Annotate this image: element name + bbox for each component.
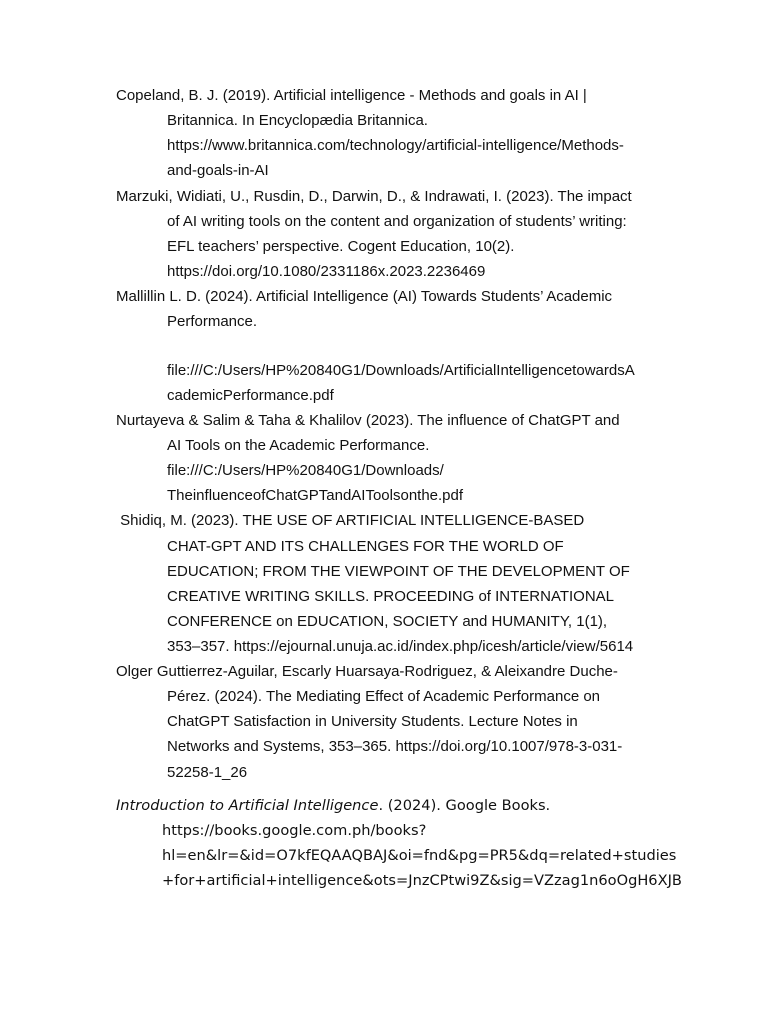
reference-text: Olger Guttierrez-Aguilar, Escarly Huarsaya-Rodriguez, & Aleixandre Duche- — [116, 663, 618, 680]
reference-link: Networks and Systems, 353–365. https://doi.org/10.1007/978-3-031- — [167, 738, 623, 755]
reference-link: cademicPerformance.pdf — [167, 387, 334, 404]
reference-link: https://www.britannica.com/technology/artificial-intelligence/Methods- — [167, 137, 624, 154]
reference-link: hl=en&lr=&id=O7kfEQAAQBAJ&oi=fnd&pg=PR5&dq=related+studies — [162, 847, 677, 864]
reference-link: 353–357. https://ejournal.unuja.ac.id/index.php/icesh/article/view/5614 — [167, 638, 634, 655]
reference-link: https://books.google.com.ph/books? — [162, 822, 427, 839]
reference-text: AI Tools on the Academic Performance. — [167, 437, 430, 454]
reference-link: TheinfluenceofChatGPTandAIToolsonthe.pdf — [167, 487, 464, 504]
reference-text: CONFERENCE on EDUCATION, SOCIETY and HUMANITY, 1(1), — [167, 613, 608, 630]
reference-text: Britannica. In Encyclopædia Britannica. — [167, 112, 428, 129]
reference-link: https://doi.org/10.1080/2331186x.2023.2236469 — [167, 263, 486, 280]
reference-text: ChatGPT Satisfaction in University Students. Lecture Notes in — [167, 713, 578, 730]
reference-text: CREATIVE WRITING SKILLS. PROCEEDING of INTERNATIONAL — [167, 588, 615, 605]
reference-link: file:///C:/Users/HP%20840G1/Downloads/ — [167, 462, 444, 479]
reference-text: CHAT-GPT AND ITS CHALLENGES FOR THE WORLD OF — [167, 538, 564, 555]
reference-title: Introduction to Artificial Intelligence — [116, 797, 379, 814]
reference-text: EFL teachers’ perspective. Cogent Education, 10(2). — [167, 238, 515, 255]
reference-link: +for+artificial+intelligence&ots=JnzCPtwi9Z&sig=VZzag1n6oOgH6XJB — [162, 872, 682, 889]
reference-text: Shidiq, M. (2023). THE USE OF ARTIFICIAL INTELLIGENCE-BASED — [116, 512, 585, 529]
reference-text: . (2024). Google Books. — [378, 797, 551, 814]
reference-text: Pérez. (2024). The Mediating Effect of Academic Performance on — [167, 688, 601, 705]
reference-link: file:///C:/Users/HP%20840G1/Downloads/ArtificialIntelligencetowardsA — [167, 362, 635, 379]
reference-text: EDUCATION; FROM THE VIEWPOINT OF THE DEVELOPMENT OF — [167, 563, 630, 580]
reference-text: Marzuki, Widiati, U., Rusdin, D., Darwin, D., & Indrawati, I. (2023). The impact — [116, 188, 632, 205]
reference-text: Copeland, B. J. (2019). Artificial intelligence - Methods and goals in AI | — [116, 87, 587, 104]
reference-link: 52258-1_26 — [167, 764, 248, 781]
reference-title-line — [116, 797, 550, 815]
reference-link: and-goals-in-AI — [167, 162, 269, 179]
reference-text: Nurtayeva & Salim & Taha & Khalilov (2023). The influence of ChatGPT and — [116, 412, 620, 429]
reference-text: Mallillin L. D. (2024). Artificial Intelligence (AI) Towards Students’ Academic — [116, 288, 613, 305]
reference-text: Performance. — [167, 313, 258, 330]
reference-text: of AI writing tools on the content and organization of students’ writing: — [167, 213, 627, 230]
